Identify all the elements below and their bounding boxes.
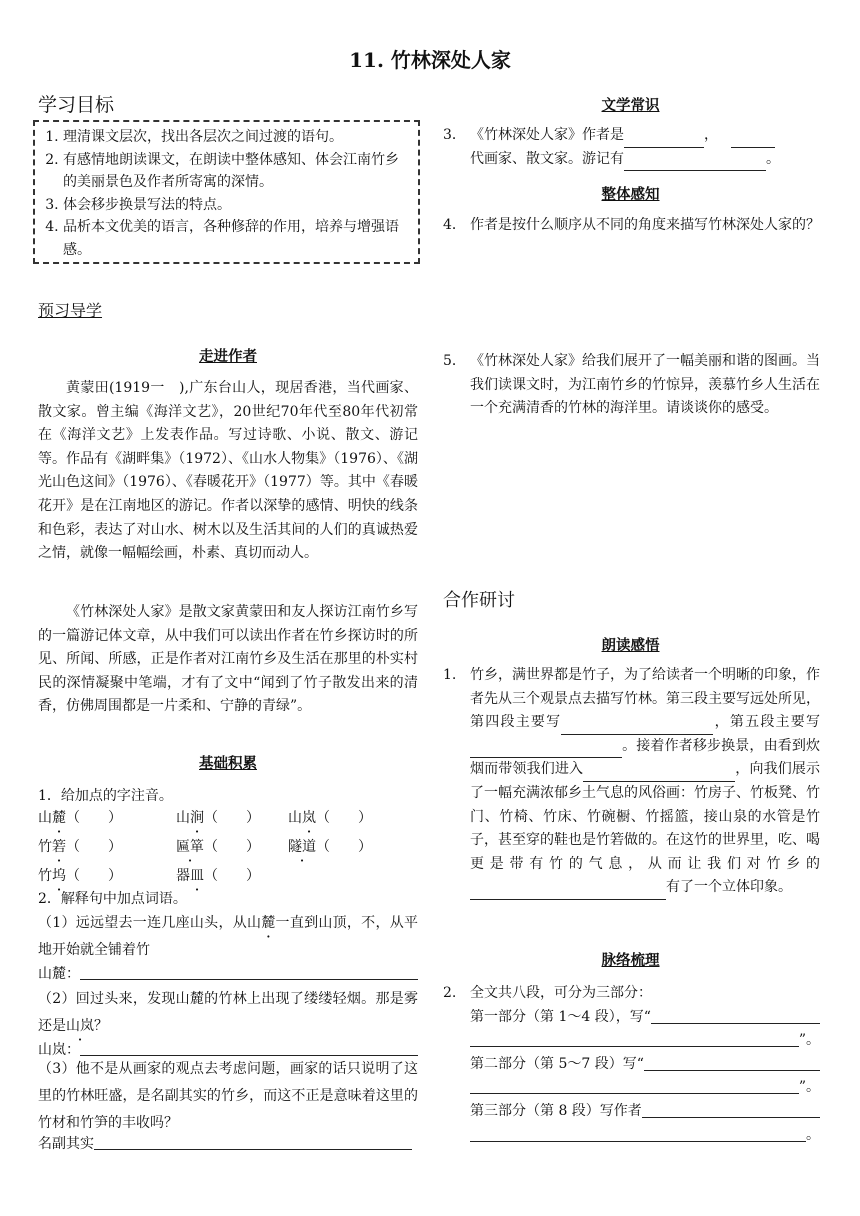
basic-heading: 基础积累 [199, 756, 257, 772]
sentence-2: （2）回过头来，发现山麓的竹林上出现了缕缕轻烟。那是雾还是山岚？ [38, 991, 418, 1034]
pinyin-cell: 器皿（ ） [176, 868, 260, 884]
sentence-3: （3）他不是从画家的观点去考虑问题，画家的话只说明了这里的竹林旺盛，是名副其实的竹乡，而这不正是意味着这里的竹材和竹笋的丰收吗？ [38, 1061, 418, 1131]
pinyin-row [38, 806, 418, 831]
goals-heading: 学习目标 [38, 94, 115, 116]
answer-line-3: 名副其实 [38, 1132, 412, 1157]
blank-line[interactable] [94, 1132, 412, 1150]
blank-line[interactable] [470, 1076, 799, 1094]
preview-heading: 预习导学 [38, 301, 103, 320]
vein-heading: 脉络梳理 [601, 953, 660, 969]
pinyin-row [38, 864, 418, 889]
answer-line-2: 山岚： [38, 1038, 418, 1063]
blank-line[interactable] [624, 154, 766, 171]
coop-heading: 合作研讨 [443, 590, 515, 611]
blank-line[interactable] [561, 718, 713, 735]
blank-line[interactable] [470, 883, 666, 900]
pinyin-cell: 山岚（ ） [288, 810, 372, 826]
blank-line[interactable] [642, 1100, 820, 1118]
goal-item: 2. 有感情地朗读课文，在朗读中整体感知、体会江南竹乡的美丽景色及作者所寄寓的深情。 [63, 149, 412, 194]
overall-heading: 整体感知 [601, 187, 660, 203]
goals-box [33, 120, 420, 264]
blank-line[interactable] [644, 1053, 820, 1071]
author-heading: 走进作者 [199, 349, 257, 365]
author-paragraph-1: 黄蒙田(1919一 ),广东台山人，现居香港，当代画家、散文家。曾主编《海洋文艺》，20世纪70年代至80年代初常在《海洋文艺》上发表作品。写过诗歌、小说、散文、游记等。作品有《湖畔集》（1972）、《山水人物集》（1976）、《湖光山色这间》（1976）、《春暖花开》（1977）等。其中《春暖花开》是在江南地区的游记。作者以深挚的感情、明快的线条和色彩，表达了对山水、树木以及生活其间的人们的真诚热爱之情，就像一幅幅绘画，朴素、真切而动人。 [38, 380, 418, 562]
sentence-1: （1）远远望去一连几座山头，从山麓一直到山顶，不，从平地开始就全铺着竹 [38, 915, 418, 958]
goal-item: 3. 体会移步换景写法的特点。 [63, 194, 412, 217]
blank-line[interactable] [624, 131, 704, 148]
pinyin-cell: 隧道（ ） [288, 839, 372, 855]
pinyin-cell: 山麓（ ） [38, 810, 122, 826]
vein-question-2: 2. 全文共八段，可分为三部分： 第一部分（第 1～4 段），写“ ”。 第二部分（第 5～7 段）写“ ”。 第三部分（第 8 段）写作者 。 [443, 985, 820, 1143]
pinyin-cell: 竹箬（ ） [38, 839, 122, 855]
question-3: 3． 《竹林深处人家》作者是 ， 代画家、散文家。游记有 。 [443, 124, 820, 171]
blank-line[interactable] [651, 1006, 820, 1024]
question-1: 1．给加点的字注音。 [38, 788, 173, 804]
pinyin-cell: 山涧（ ） [176, 810, 260, 826]
pinyin-table [38, 806, 418, 889]
blank-line[interactable] [80, 1038, 418, 1056]
read-heading: 朗读感悟 [601, 638, 660, 654]
goal-item: 4. 品析本文优美的语言，各种修辞的作用，培养与增强语感。 [63, 216, 412, 261]
pinyin-cell: 匾箪（ ） [176, 839, 260, 855]
answer-line-1: 山麓： [38, 962, 418, 987]
blank-line[interactable] [470, 1124, 806, 1142]
page-title: 11. 竹林深处人家 [349, 48, 511, 72]
blank-line[interactable] [470, 741, 622, 758]
pinyin-cell: 竹坞（ ） [38, 868, 122, 884]
read-question-1: 1. 竹乡，满世界都是竹子，为了给读者一个明晰的印象，作者先从三个观景点去描写竹林。第三段主要写远处所见，第四段主要写 ，第五段主要写。接着作者移步换景，由看到炊烟而带领我们进入 ，向我们展示了一幅充满浓郁乡土气息的风俗画：竹房子、竹板凳、竹门、竹椅、竹床、竹碗橱、竹摇篮，接山泉的水管是竹子，甚至穿的鞋也是竹箬做的。在这竹的世界里，吃、喝更是带有竹的气息，从而让我们对竹乡的有了一个立体印象。 [443, 664, 820, 900]
blank-line[interactable] [583, 765, 735, 782]
blank-line[interactable] [80, 962, 418, 980]
author-paragraph-2: 《竹林深处人家》是散文家黄蒙田和友人探访江南竹乡写的一篇游记体文章，从中我们可以读出作者在竹乡探访时的所见、所闻、所感，正是作者对江南竹乡及生活在那里的朴实村民的深情凝聚中笔端，才有了文中“闻到了竹子散发出来的清香，仿佛周围都是一片柔和、宁静的青绿”。 [38, 604, 418, 715]
question-5: 5． 《竹林深处人家》给我们展开了一幅美丽和谐的图画。当我们读课文时，为江南竹乡的竹惊异，羡慕竹乡人生活在一个充满清香的竹林的海洋里。请谈谈你的感受。 [443, 353, 820, 417]
goal-item: 1. 理清课文层次，找出各层次之间过渡的语句。 [63, 126, 412, 149]
blank-line[interactable] [731, 131, 775, 148]
question-2: 2．解释句中加点词语。 [38, 891, 187, 907]
goals-list [41, 126, 412, 261]
blank-line[interactable] [470, 1029, 799, 1047]
lit-heading: 文学常识 [601, 98, 660, 114]
pinyin-row [38, 835, 418, 860]
question-4: 4． 作者是按什么顺序从不同的角度来描写竹林深处人家的？ [443, 217, 820, 233]
